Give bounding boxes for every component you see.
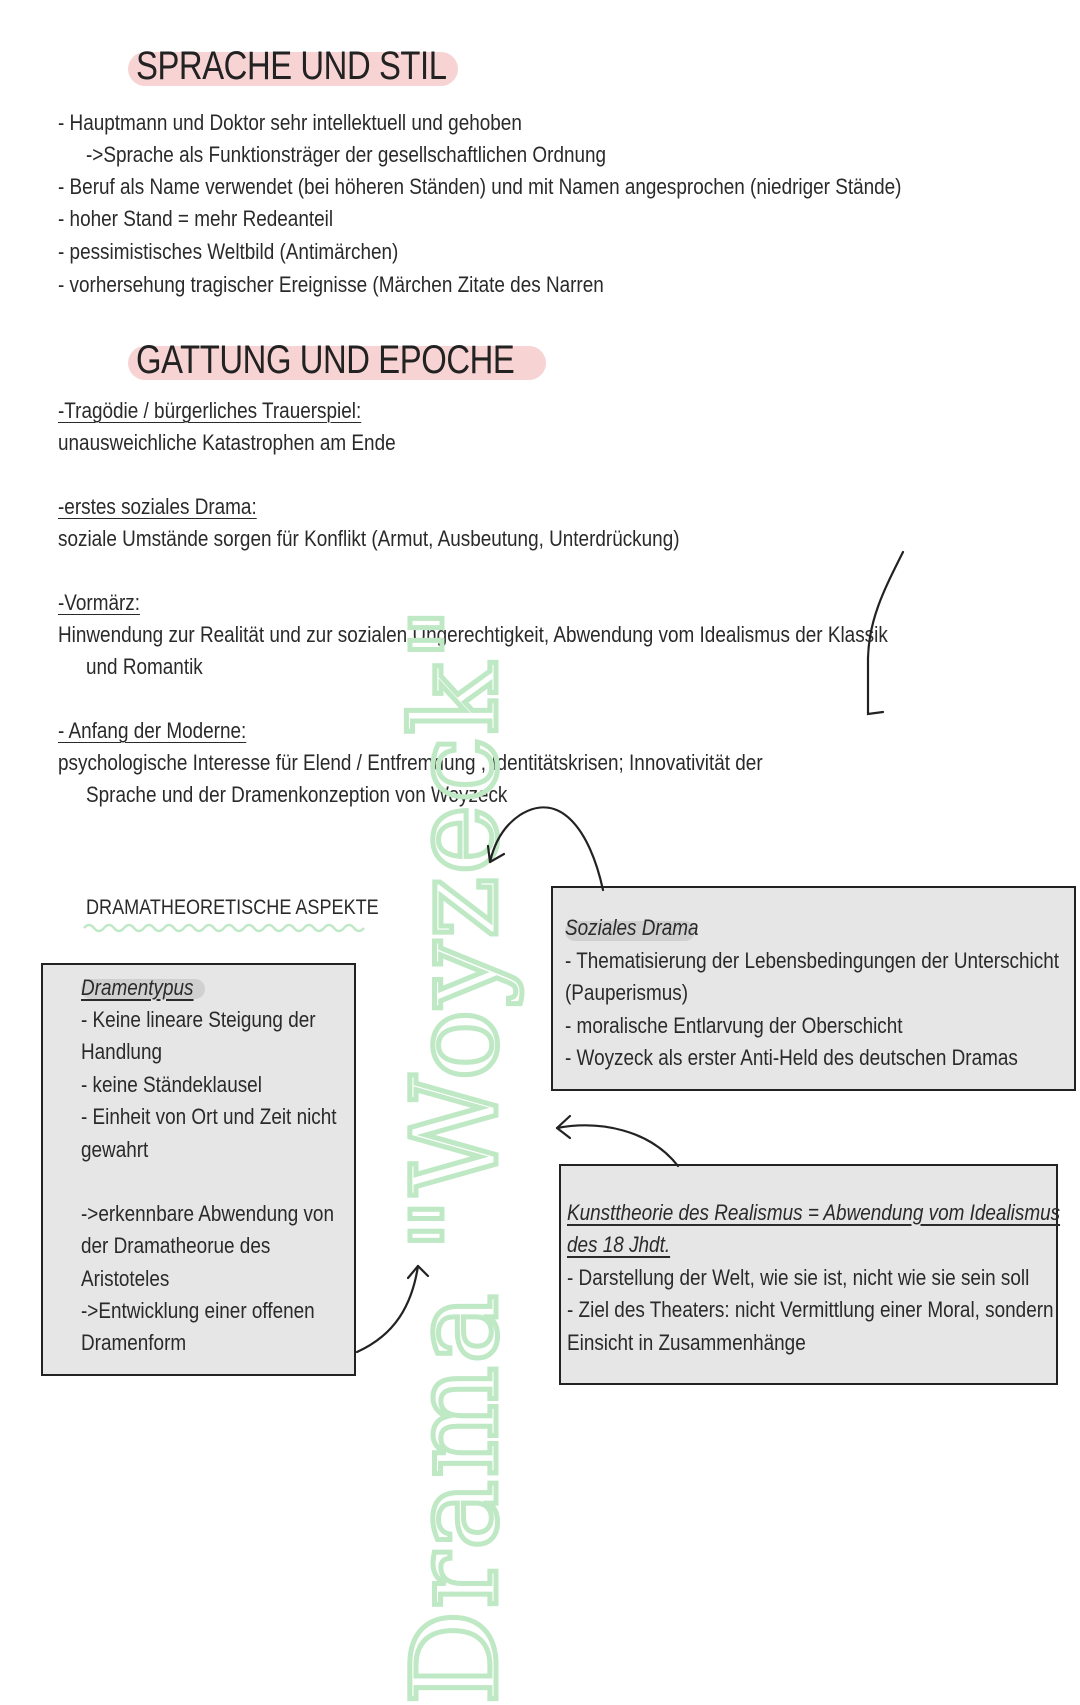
box-dramentypus-line: ->erkennbare Abwendung von <box>81 1201 334 1226</box>
gattung-text-moderne-2: Sprache und der Dramenkonzeption von Woyzeck <box>86 782 508 807</box>
gattung-text-moderne-1: psychologische Interesse für Elend / Entfremdung , Identitätskrisen; Innovativität der <box>58 750 763 775</box>
box-dramentypus-line: - Einheit von Ort und Zeit nicht <box>81 1104 337 1129</box>
squiggle-underline <box>82 920 372 934</box>
box-dramentypus-line: - keine Ständeklausel <box>81 1072 262 1097</box>
gattung-text-tragoedie: unausweichliche Katastrophen am Ende <box>58 430 396 455</box>
box-kunsttheorie-line: - Ziel des Theaters: nicht Vermittlung einer Moral, sondern <box>567 1297 1054 1322</box>
sprache-line-3: - Beruf als Name verwendet (bei höheren Ständen) und mit Namen angesprochen (niedriger Stände) <box>58 174 902 199</box>
bracket-doodle <box>855 548 915 723</box>
box-dramentypus-line: der Dramatheorue des <box>81 1233 271 1258</box>
gattung-head-soziales-drama: -erstes soziales Drama: <box>58 494 257 519</box>
box-kunsttheorie-title-2: des 18 Jhdt. <box>567 1232 671 1257</box>
box-dramentypus-line: gewahrt <box>81 1137 149 1162</box>
gattung-head-vormaerz: -Vormärz: <box>58 590 141 615</box>
box-dramentypus-line: ->Entwicklung einer offenen <box>81 1298 315 1323</box>
box-soziales-drama <box>551 886 1076 1091</box>
box-dramentypus <box>41 963 356 1376</box>
box-soziales-drama-line: - moralische Entlarvung der Oberschicht <box>565 1013 903 1038</box>
gattung-text-soziales-drama: soziale Umstände sorgen für Konflikt (Armut, Ausbeutung, Unterdrückung) <box>58 526 680 551</box>
section-title-gattung-und-epoche: GATTUNG UND EPOCHE <box>136 338 515 382</box>
box-kunsttheorie-line: - Darstellung der Welt, wie sie ist, nicht wie sie sein soll <box>567 1265 1030 1290</box>
box-soziales-drama-title: Soziales Drama <box>565 915 699 940</box>
gattung-text-vormaerz-2: und Romantik <box>86 654 203 679</box>
box-kunsttheorie <box>559 1164 1061 1385</box>
gattung-text-vormaerz-1: Hinwendung zur Realität und zur sozialen Ungerechtigkeit, Abwendung vom Idealismus der Klassik <box>58 622 888 647</box>
arrow-icon <box>557 1116 678 1166</box>
watermark-drama-woyzeck: Drama "Woyzeck" <box>386 604 524 1705</box>
gattung-head-tragoedie: -Tragödie / bürgerliches Trauerspiel: <box>58 398 362 423</box>
sprache-line-4: - hoher Stand = mehr Redeanteil <box>58 206 334 231</box>
sprache-line-5: - pessimistisches Weltbild (Antimärchen) <box>58 239 399 264</box>
sprache-line-6: - vorhersehung tragischer Ereignisse (Märchen Zitate des Narren <box>58 272 604 297</box>
box-kunsttheorie-line: Einsicht in Zusammenhänge <box>567 1330 806 1355</box>
box-dramentypus-line: - Keine lineare Steigung der <box>81 1007 316 1032</box>
sprache-line-1: - Hauptmann und Doktor sehr intellektuell und gehoben <box>58 110 522 135</box>
box-soziales-drama-line: - Thematisierung der Lebensbedingungen der Unterschicht <box>565 948 1059 973</box>
sprache-line-2: ->Sprache als Funktionsträger der gesellschaftlichen Ordnung <box>86 142 607 167</box>
section-title-sprache-und-stil: SPRACHE UND STIL <box>136 44 447 88</box>
section-title-dramatheoretische-aspekte: DRAMATHEORETISCHE ASPEKTE <box>86 896 379 919</box>
box-dramentypus-title: Dramentypus <box>81 975 194 1000</box>
box-dramentypus-line: Dramenform <box>81 1330 187 1355</box>
box-dramentypus-line: Aristoteles <box>81 1266 170 1291</box>
box-soziales-drama-line: - Woyzeck als erster Anti-Held des deutschen Dramas <box>565 1045 1018 1070</box>
box-soziales-drama-line: (Pauperismus) <box>565 980 689 1005</box>
gattung-head-moderne: - Anfang der Moderne: <box>58 718 247 743</box>
box-dramentypus-line: Handlung <box>81 1039 163 1064</box>
box-kunsttheorie-title-1: Kunsttheorie des Realismus = Abwendung vom Idealismus <box>567 1200 1061 1225</box>
